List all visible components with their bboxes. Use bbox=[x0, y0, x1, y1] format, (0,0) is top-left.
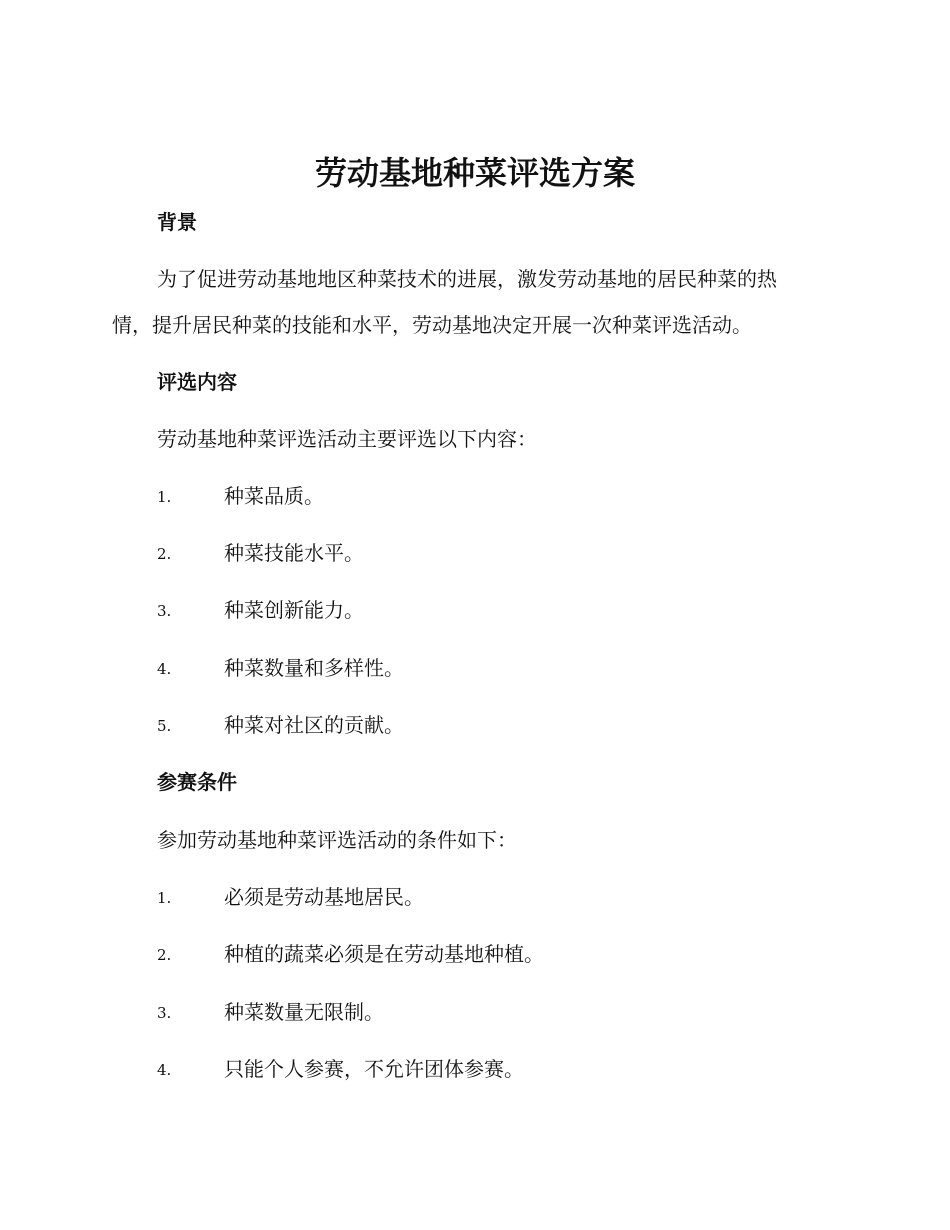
conditions-list-item bbox=[157, 1054, 857, 1084]
content-list-item bbox=[157, 595, 857, 625]
content-intro: 劳动基地种菜评选活动主要评选以下内容： bbox=[157, 427, 537, 451]
background-paragraph-line-1: 为了促进劳动基地地区种菜技术的进展，激发劳动基地的居民种菜的热 bbox=[157, 267, 777, 291]
list-text: 种菜数量和多样性。 bbox=[224, 656, 404, 680]
list-number: 5. bbox=[157, 717, 172, 735]
conditions-list-item bbox=[157, 882, 857, 912]
list-text: 种植的蔬菜必须是在劳动基地种植。 bbox=[224, 942, 544, 966]
list-text: 种菜创新能力。 bbox=[224, 598, 364, 622]
list-text: 种菜技能水平。 bbox=[224, 541, 364, 565]
list-text: 种菜品质。 bbox=[224, 484, 324, 508]
list-number: 3. bbox=[157, 1004, 172, 1022]
list-number: 3. bbox=[157, 602, 172, 620]
document-title: 劳动基地种菜评选方案 bbox=[314, 154, 635, 192]
content-list-item bbox=[157, 653, 857, 683]
section-heading-content: 评选内容 bbox=[157, 370, 237, 394]
list-number: 1. bbox=[157, 488, 172, 506]
list-number: 4. bbox=[157, 660, 172, 678]
section-heading-background: 背景 bbox=[157, 210, 197, 234]
conditions-list-item bbox=[157, 997, 857, 1027]
list-text: 必须是劳动基地居民。 bbox=[224, 885, 424, 909]
conditions-list-item bbox=[157, 939, 857, 969]
content-list-item bbox=[157, 481, 857, 511]
list-text: 只能个人参赛，不允许团体参赛。 bbox=[224, 1057, 524, 1081]
content-list-item bbox=[157, 538, 857, 568]
list-text: 种菜对社区的贡献。 bbox=[224, 713, 404, 737]
list-number: 1. bbox=[157, 889, 172, 907]
list-number: 2. bbox=[157, 545, 172, 563]
conditions-intro: 参加劳动基地种菜评选活动的条件如下： bbox=[157, 828, 517, 852]
content-list-item bbox=[157, 710, 857, 740]
list-number: 2. bbox=[157, 946, 172, 964]
list-text: 种菜数量无限制。 bbox=[224, 1000, 384, 1024]
background-paragraph-line-2: 情，提升居民种菜的技能和水平，劳动基地决定开展一次种菜评选活动。 bbox=[112, 313, 752, 337]
list-number: 4. bbox=[157, 1061, 172, 1079]
section-heading-conditions: 参赛条件 bbox=[157, 770, 237, 794]
